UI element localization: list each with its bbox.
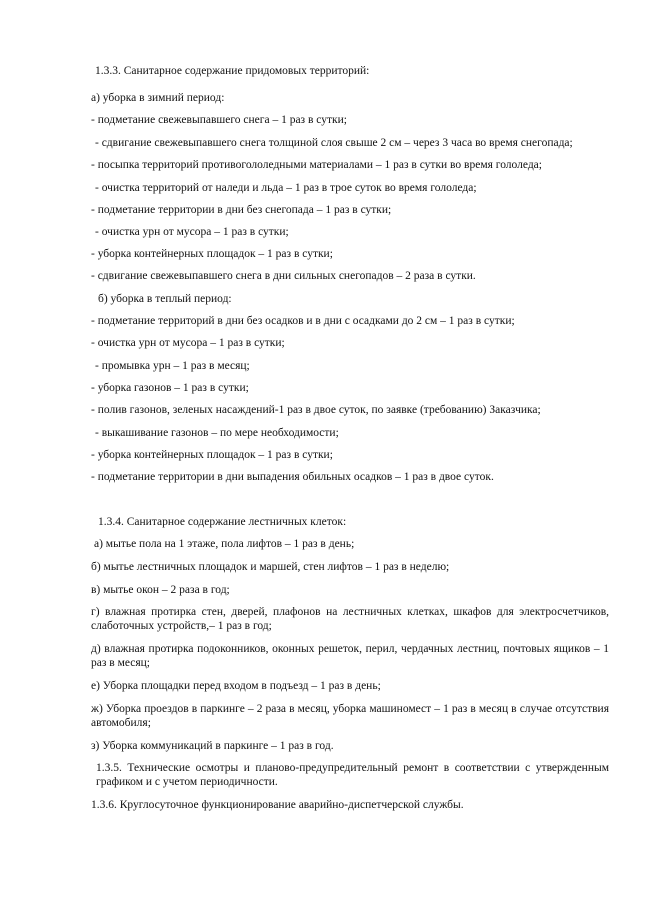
winter-list-item: - подметание свежевыпавшего снега – 1 раз в сутки;: [91, 114, 347, 126]
winter-list-item: - сдвигание свежевыпавшего снега толщиной слоя свыше 2 см – через 3 часа во время снегопада;: [95, 137, 573, 149]
stair-list-item: ж) Уборка проездов в паркинге – 2 раза в месяц, уборка машиномест – 1 раз в месяц в случае отсутствия автомобиля;: [91, 703, 609, 729]
warm-list-item: - подметание территории в дни выпадения обильных осадков – 1 раз в двое суток.: [91, 471, 494, 483]
stair-list-item: а) мытье пола на 1 этаже, пола лифтов – 1 раз в день;: [94, 538, 355, 550]
section-heading-1-3-4: 1.3.4. Санитарное содержание лестничных клеток:: [98, 516, 347, 528]
section-heading-1-3-6: 1.3.6. Круглосуточное функционирование аварийно-диспетчерской службы.: [91, 799, 464, 811]
stair-list-item: е) Уборка площадки перед входом в подъезд – 1 раз в день;: [91, 680, 381, 692]
stair-list-item: з) Уборка коммуникаций в паркинге – 1 раз в год.: [91, 740, 334, 752]
warm-list-item: - подметание территорий в дни без осадков и в дни с осадками до 2 см – 1 раз в сутки;: [91, 315, 515, 327]
section-heading-1-3-3: 1.3.3. Санитарное содержание придомовых территорий:: [95, 65, 370, 77]
section-heading-1-3-5: 1.3.5. Технические осмотры и планово-предупредительный ремонт в соответствии с утвержденным графиком и с учетом периодичности.: [96, 762, 609, 788]
winter-list-item: - очистка территорий от наледи и льда – 1 раз в трое суток во время гололеда;: [95, 182, 477, 194]
warm-list-item: - уборка контейнерных площадок – 1 раз в сутки;: [91, 449, 333, 461]
stair-list-item: б) мытье лестничных площадок и маршей, стен лифтов – 1 раз в неделю;: [91, 561, 450, 573]
warm-list-item: - уборка газонов – 1 раз в сутки;: [91, 382, 249, 394]
stair-list-item: д) влажная протирка подоконников, оконных решеток, перил, чердачных лестниц, почтовых ящиков – 1 раз в месяц;: [91, 643, 609, 669]
warm-list-item: - полив газонов, зеленых насаждений-1 раз в двое суток, по заявке (требованию) Заказчика;: [91, 404, 541, 416]
winter-period-title: а) уборка в зимний период:: [91, 92, 225, 104]
winter-list-item: - посыпка территорий противогололедными материалами – 1 раз в сутки во время гололеда;: [91, 159, 542, 171]
warm-list-item: - выкашивание газонов – по мере необходимости;: [95, 427, 339, 439]
winter-list-item: - очистка урн от мусора – 1 раз в сутки;: [95, 226, 289, 238]
warm-period-title: б) уборка в теплый период:: [98, 293, 232, 305]
winter-list-item: - подметание территории в дни без снегопада – 1 раз в сутки;: [91, 204, 392, 216]
winter-list-item: - сдвигание свежевыпавшего снега в дни сильных снегопадов – 2 раза в сутки.: [91, 270, 476, 282]
winter-list-item: - уборка контейнерных площадок – 1 раз в сутки;: [91, 248, 333, 260]
stair-list-item: в) мытье окон – 2 раза в год;: [91, 584, 230, 596]
warm-list-item: - очистка урн от мусора – 1 раз в сутки;: [91, 337, 285, 349]
warm-list-item: - промывка урн – 1 раз в месяц;: [95, 360, 250, 372]
stair-list-item: г) влажная протирка стен, дверей, плафонов на лестничных клетках, шкафов для электросчетчиков, слаботочных устройств,– 1 раз в год;: [91, 606, 609, 632]
